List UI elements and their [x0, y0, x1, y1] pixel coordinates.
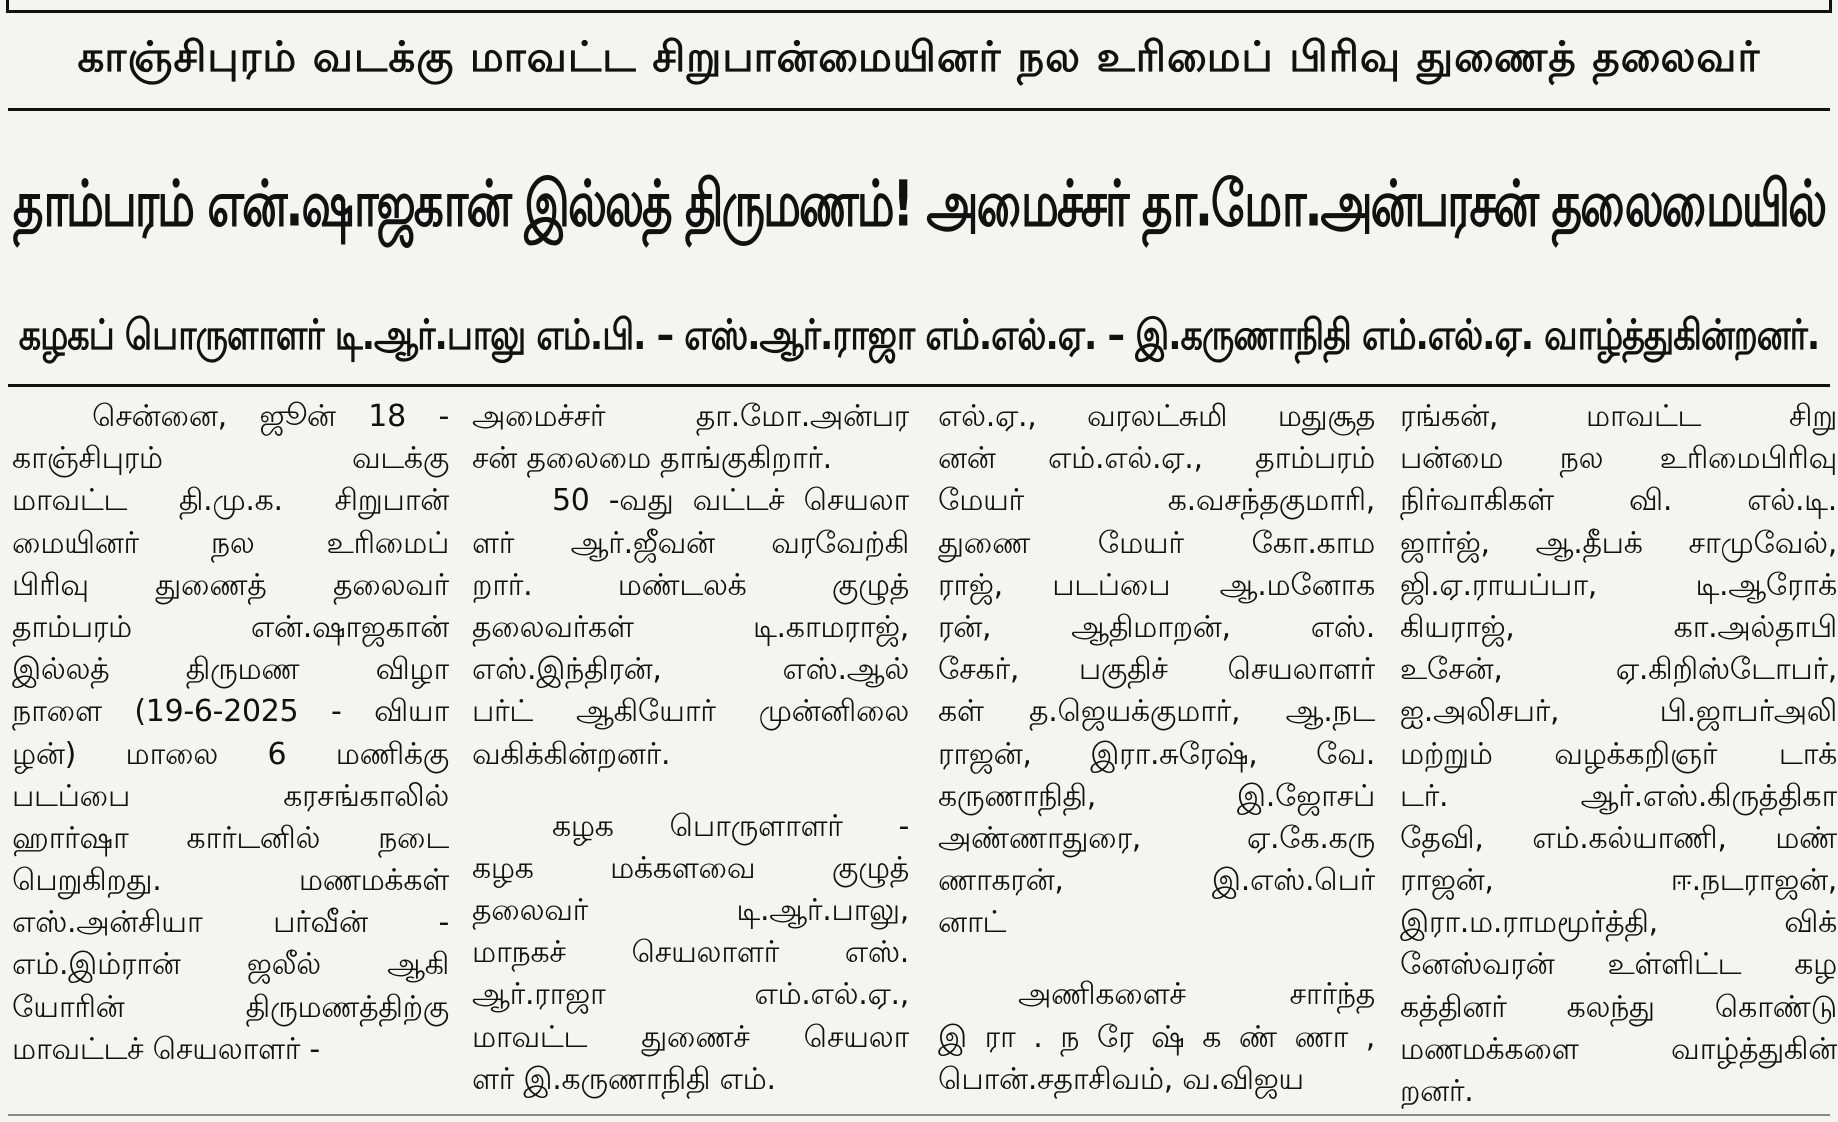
article-line: கருணாநிதி, இ.ஜோசப்	[938, 778, 1375, 814]
article-line: சேகர், பகுதிச் செயலாளர்	[938, 652, 1375, 688]
article-column-2	[472, 396, 909, 1122]
article-line: இரா.ம.ராமமூர்த்தி, விக்	[1400, 905, 1837, 941]
article-line: டர். ஆர்.எஸ்.கிருத்திகா	[1400, 778, 1837, 814]
article-line: மாவட்ட தி.மு.க. சிறுபான்	[12, 483, 449, 519]
article-line: தேவி, எம்.கல்யாணி, மண்	[1400, 820, 1837, 856]
article-line: அணிகளைச் சார்ந்த	[1018, 977, 1375, 1013]
article-line: எஸ்.இந்திரன், எஸ்.ஆல்	[472, 652, 909, 688]
article-line: எல்.ஏ., வரலட்சுமி மதுசூத	[938, 399, 1375, 434]
article-line: றார். மண்டலக் குழுத்	[472, 567, 909, 603]
article-line: ஐ.அலிசபர், பி.ஜாபர்அலி	[1400, 694, 1837, 730]
article-line: சென்னை, ஜூன் 18 -	[92, 399, 449, 434]
article-line: வகிக்கின்றனர்.	[472, 736, 671, 772]
article-line: மற்றும் வழக்கறிஞர் டாக்	[1400, 736, 1837, 772]
article-line: ணாகரன், இ.எஸ்.பெர்	[938, 863, 1375, 899]
article-line: னாட்	[938, 905, 1007, 941]
article-line: நாளை (19-6-2025 - வியா	[12, 694, 449, 730]
article-line: ரங்கன், மாவட்ட சிறு	[1400, 399, 1837, 434]
article-line: றனர்.	[1400, 1074, 1474, 1109]
article-line: னேஸ்வரன் உள்ளிட்ட கழ	[1400, 947, 1837, 983]
article-line: ளர் ஆர்.ஜீவன் வரவேற்கி	[472, 525, 909, 561]
article-line: அமைச்சர் தா.மோ.அன்பர	[472, 399, 909, 434]
article-line	[472, 776, 909, 806]
article-line: ஜி.ஏ.ராயப்பா, டி.ஆரோக்	[1400, 567, 1837, 603]
article-column-1	[12, 396, 449, 1122]
article-line: கள் த.ஜெயக்குமார், ஆ.நட	[938, 694, 1375, 730]
article-line: ரன், ஆதிமாறன், எஸ்.	[938, 609, 1375, 645]
article-line: ராஜன், ஈ.நடராஜன்,	[1400, 863, 1837, 899]
article-line: படப்பை கரசங்காலில்	[12, 778, 449, 814]
article-line: மாவட்ட துணைச் செயலா	[472, 1019, 909, 1055]
article-line: தாம்பரம் என்.ஷாஜகான்	[12, 609, 449, 645]
article-line	[938, 944, 1375, 974]
kicker-line: காஞ்சிபுரம் வடக்கு மாவட்ட சிறுபான்மையினர் நல உரிமைப் பிரிவு துணைத் தலைவர்	[77, 32, 1761, 81]
article-line: சன் தலைமை தாங்குகிறார்.	[472, 441, 832, 477]
article-line: பன்மை நல உரிமைபிரிவு	[1400, 441, 1837, 477]
article-column-3	[938, 396, 1375, 1122]
article-line: பர்ட் ஆகியோர் முன்னிலை	[472, 694, 909, 730]
article-line: ஹார்ஷா கார்டனில் நடை	[12, 820, 449, 856]
article-line: கழக மக்களவை குழுத்	[472, 850, 909, 886]
article-column-4	[1400, 396, 1837, 1122]
article-line: பிரிவு துணைத் தலைவர்	[12, 567, 449, 603]
article-line: எஸ்.அன்சியா பர்வீன் -	[12, 905, 449, 941]
article-line: யோரின் திருமணத்திற்கு	[12, 989, 449, 1025]
article-line: ளர் இ.கருணாநிதி எம்.	[472, 1061, 776, 1097]
article-line: கியராஜ், கா.அல்தாபி	[1400, 609, 1837, 645]
article-line: மணமக்களை வாழ்த்துகின்	[1400, 1031, 1837, 1067]
article-line: இ ரா . ந ரே ஷ் க ண் ணா ,	[938, 1019, 1375, 1055]
article-line: ராஜ், படப்பை ஆ.மனோக	[938, 567, 1375, 603]
article-line: மாவட்டச் செயலாளர் -	[12, 1031, 320, 1067]
article-line: உசேன், ஏ.கிறிஸ்டோபர்,	[1400, 652, 1837, 688]
article-line: ஜார்ஜ், ஆ.தீபக் சாமுவேல்,	[1400, 525, 1837, 561]
top-frame-border	[6, 0, 1832, 13]
article-line: ழன்) மாலை 6 மணிக்கு	[12, 736, 449, 772]
article-line: நிர்வாகிகள் வி. எல்.டி.	[1400, 483, 1837, 519]
article-line: துணை மேயர் கோ.காம	[938, 525, 1375, 561]
article-line: மாநகச் செயலாளர் எஸ்.	[472, 935, 909, 971]
article-line: எம்.இம்ரான் ஜலீல் ஆகி	[12, 947, 449, 983]
article-line: ராஜன், இரா.சுரேஷ், வே.	[938, 736, 1375, 772]
article-line: 50 -வது வட்டச் செயலா	[552, 483, 909, 519]
article-line: மேயர் க.வசந்தகுமாரி,	[938, 483, 1375, 519]
article-line: தலைவர்கள் டி.காமராஜ்,	[472, 609, 909, 645]
subhead-divider	[8, 384, 1830, 387]
article-line: காஞ்சிபுரம் வடக்கு	[12, 441, 449, 477]
article-line: ஆர்.ராஜா எம்.எல்.ஏ.,	[472, 977, 909, 1013]
article-line: கழக பொருளாளர் -	[552, 808, 909, 844]
subheadline: கழகப் பொருளாளர் டி.ஆர்.பாலு எம்.பி. – எஸ்.ஆர்.ராஜா எம்.எல்.ஏ. – இ.கருணாநிதி எம்.எல்.ஏ. வாழ்த்துகின்றனர்.	[18, 312, 1820, 360]
article-line: பெறுகிறது. மணமக்கள்	[12, 863, 449, 899]
article-line: பொன்.சதாசிவம், வ.விஜய	[938, 1061, 1304, 1097]
article-line: னன் எம்.எல்.ஏ., தாம்பரம்	[938, 441, 1375, 477]
headline: தாம்பரம் என்.ஷாஜகான் இல்லத் திருமணம்! அமைச்சர் தா.மோ.அன்பரசன் தலைமையில்	[12, 167, 1826, 242]
bottom-divider	[8, 1114, 1830, 1116]
article-line: மையினர் நல உரிமைப்	[12, 525, 449, 561]
article-line: இல்லத் திருமண விழா	[12, 652, 449, 688]
article-line: அண்ணாதுரை, ஏ.கே.கரு	[938, 820, 1375, 856]
article-line: தலைவர் டி.ஆர்.பாலு,	[472, 893, 909, 929]
article-line: கத்தினர் கலந்து கொண்டு	[1400, 989, 1837, 1025]
